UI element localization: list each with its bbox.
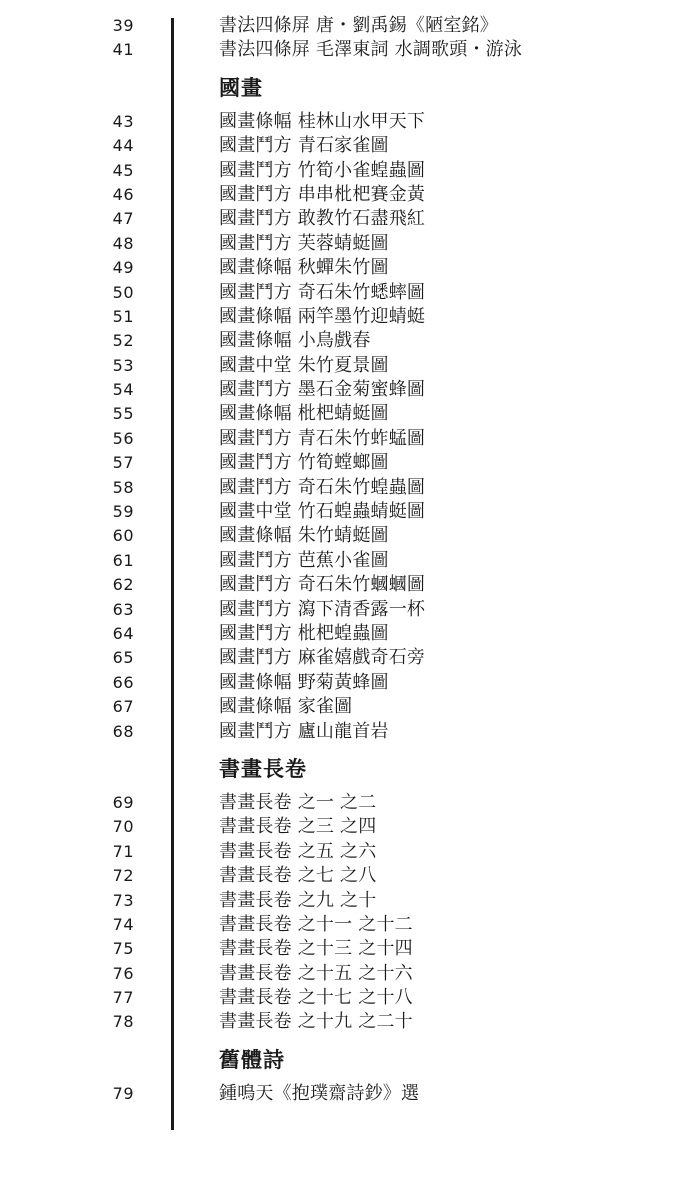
page-number: 78 [112,1012,134,1032]
entry-title: 國畫條幅 秋蟬朱竹圖 [219,257,389,279]
toc-entry[interactable] [0,962,675,986]
toc-entry[interactable] [0,14,675,38]
toc-entry[interactable] [0,159,675,183]
entry-title: 國畫鬥方 串串枇杷賽金黃 [219,183,426,205]
entry-title: 書法四條屏 唐・劉禹錫《陋室銘》 [219,15,498,36]
toc-entry[interactable] [0,864,675,888]
page-number: 47 [112,209,134,229]
toc-entry[interactable] [0,646,675,670]
page-number: 73 [112,890,134,910]
entry-title: 書畫長卷 之五 之六 [219,840,377,862]
page-number: 77 [112,988,134,1008]
page-number: 44 [112,136,134,156]
toc-entry[interactable] [0,791,675,815]
entry-title: 國畫條幅 野菊黃蜂圖 [219,671,389,693]
toc-entry[interactable] [0,451,675,475]
entry-title: 國畫中堂 朱竹夏景圖 [219,354,389,376]
toc-entry[interactable] [0,573,675,597]
entry-title: 國畫鬥方 竹筍螳螂圖 [219,452,389,474]
toc-entry[interactable] [0,305,675,329]
entry-title: 國畫鬥方 麻雀嬉戲奇石旁 [219,647,426,669]
page-number: 61 [112,550,134,570]
entry-title: 鍾鳴天《抱璞齋詩鈔》選 [219,1082,420,1104]
page-number: 72 [112,866,134,886]
page-number: 58 [112,477,134,497]
toc-entry[interactable] [0,38,675,62]
toc-entry[interactable] [0,378,675,402]
section-heading-text: 書畫長卷 [219,756,307,781]
page-number: 79 [112,1083,134,1103]
entry-title: 國畫鬥方 奇石朱竹蟋蟀圖 [219,281,426,303]
entry-title: 書畫長卷 之三 之四 [219,816,377,838]
entry-title: 國畫鬥方 奇石朱竹蝗蟲圖 [219,476,426,498]
entry-title: 國畫鬥方 敢教竹石盡飛紅 [219,208,426,230]
page-number: 43 [112,111,134,131]
entry-title: 國畫鬥方 枇杷蝗蟲圖 [219,622,389,644]
entry-title: 書畫長卷 之七 之八 [219,865,377,887]
entry-title: 國畫鬥方 墨石金菊蜜蜂圖 [219,379,426,401]
toc-entry[interactable] [0,1082,675,1106]
entry-title: 國畫鬥方 竹筍小雀蝗蟲圖 [219,159,426,181]
page-number: 57 [112,453,134,473]
toc-entry[interactable] [0,354,675,378]
section-heading [0,754,675,784]
page-number: 71 [112,841,134,861]
toc-entry[interactable] [0,427,675,451]
page-number: 69 [112,792,134,812]
section-heading [0,1045,675,1075]
page-number: 65 [112,648,134,668]
toc-entry[interactable] [0,671,675,695]
toc-entry[interactable] [0,281,675,305]
page-number: 53 [112,355,134,375]
page-number: 56 [112,428,134,448]
page-number: 62 [112,575,134,595]
toc-entry[interactable] [0,500,675,524]
toc-entry[interactable] [0,622,675,646]
toc-entry[interactable] [0,840,675,864]
page-number: 39 [112,16,134,35]
page-number: 52 [112,331,134,351]
page-number: 68 [112,721,134,741]
entry-title: 國畫鬥方 廬山龍首岩 [219,720,389,742]
page-number: 64 [112,623,134,643]
page-number: 55 [112,404,134,424]
entry-title: 國畫鬥方 芙蓉蜻蜓圖 [219,232,389,254]
section-heading-text: 舊體詩 [219,1047,285,1072]
toc-entry[interactable] [0,524,675,548]
toc-entry[interactable] [0,1010,675,1034]
toc-entry[interactable] [0,134,675,158]
toc-entry[interactable] [0,110,675,134]
toc-entry[interactable] [0,256,675,280]
page-number: 51 [112,306,134,326]
entry-title: 書畫長卷 之十一 之十二 [219,913,413,935]
page-number: 66 [112,672,134,692]
entry-title: 書畫長卷 之十九 之二十 [219,1011,413,1033]
page-number: 67 [112,697,134,717]
entry-title: 書畫長卷 之十七 之十八 [219,987,413,1009]
toc-entry[interactable] [0,402,675,426]
page-number: 59 [112,502,134,522]
toc-entry[interactable] [0,913,675,937]
entry-title: 書畫長卷 之九 之十 [219,889,377,911]
page-number: 54 [112,380,134,400]
table-of-contents [0,14,675,1106]
toc-entry[interactable] [0,720,675,744]
entry-title: 國畫條幅 枇杷蜻蜓圖 [219,403,389,425]
entry-title: 國畫條幅 家雀圖 [219,696,353,718]
entry-title: 國畫鬥方 瀉下清香露一杯 [219,598,426,620]
page-number: 41 [112,40,134,60]
entry-title: 書畫長卷 之十三 之十四 [219,938,413,960]
toc-entry[interactable] [0,329,675,353]
page-number: 70 [112,817,134,837]
section-heading [0,73,675,103]
entry-title: 國畫中堂 竹石蝗蟲蜻蜓圖 [219,501,426,523]
entry-title: 國畫鬥方 青石朱竹蚱蜢圖 [219,427,426,449]
entry-title: 國畫條幅 朱竹蜻蜓圖 [219,525,389,547]
page-number: 48 [112,233,134,253]
entry-title: 國畫條幅 兩竿墨竹迎蜻蜓 [219,305,426,327]
page-number: 60 [112,526,134,546]
toc-entry[interactable] [0,183,675,207]
entry-title: 國畫條幅 桂林山水甲天下 [219,110,426,132]
page-number: 49 [112,258,134,278]
entry-title: 書畫長卷 之一 之二 [219,791,377,813]
page-number: 75 [112,939,134,959]
toc-entry[interactable] [0,937,675,961]
entry-title: 書法四條屏 毛澤東詞 水調歌頭・游泳 [219,39,523,61]
entry-title: 國畫鬥方 奇石朱竹蟈蟈圖 [219,574,426,596]
section-heading-text: 國畫 [219,75,263,100]
entry-title: 國畫鬥方 青石家雀圖 [219,135,389,157]
page-number: 76 [112,963,134,983]
toc-entry[interactable] [0,695,675,719]
toc-entry[interactable] [0,986,675,1010]
entry-title: 國畫鬥方 芭蕉小雀圖 [219,549,389,571]
toc-entry[interactable] [0,889,675,913]
entry-title: 國畫條幅 小鳥戲春 [219,330,371,352]
toc-entry[interactable] [0,598,675,622]
page-number: 50 [112,282,134,302]
toc-entry[interactable] [0,815,675,839]
entry-title: 書畫長卷 之十五 之十六 [219,962,413,984]
page-number: 74 [112,914,134,934]
toc-entry[interactable] [0,476,675,500]
toc-entry[interactable] [0,549,675,573]
page-number: 63 [112,599,134,619]
toc-entry[interactable] [0,207,675,231]
page-number: 45 [112,160,134,180]
toc-entry[interactable] [0,232,675,256]
page-number: 46 [112,184,134,204]
